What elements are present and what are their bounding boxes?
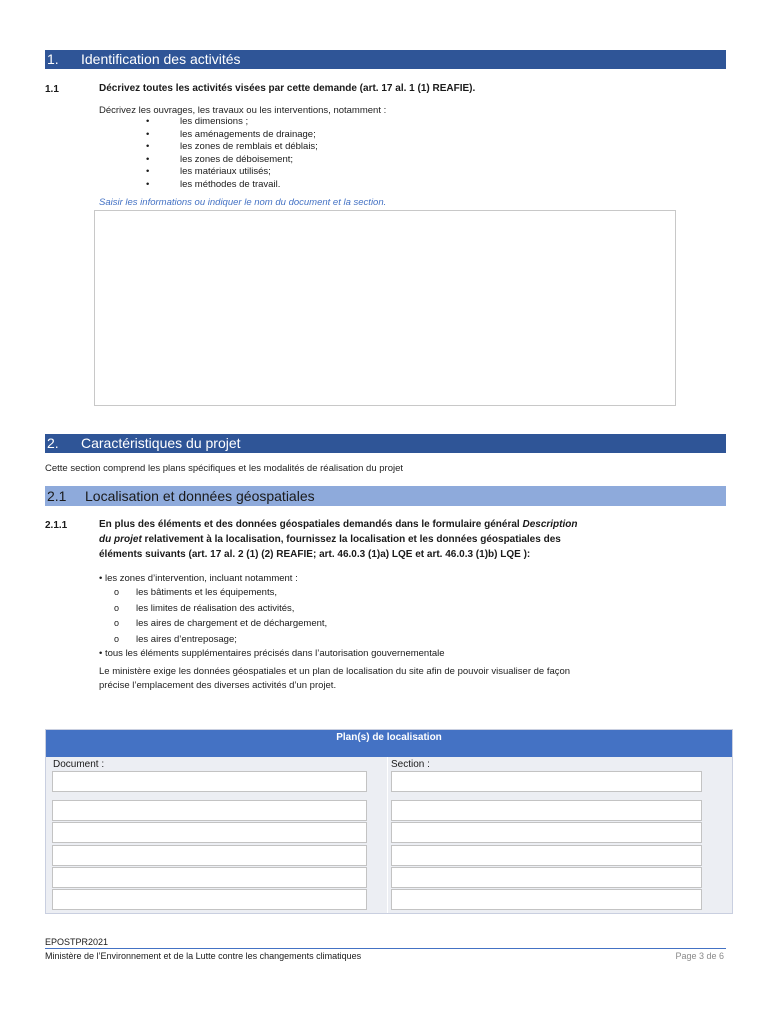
subsection-2-1-number: 2.1 bbox=[47, 488, 67, 504]
list-item: o les aires d’entreposage; bbox=[114, 632, 327, 648]
section-2-title: Caractéristiques du projet bbox=[81, 435, 241, 451]
column-separator bbox=[387, 757, 388, 913]
activities-description-textarea[interactable] bbox=[94, 210, 676, 406]
document-input-4[interactable] bbox=[52, 845, 367, 866]
document-input-2[interactable] bbox=[52, 800, 367, 821]
section-input-6[interactable] bbox=[391, 889, 702, 910]
document-input-1[interactable] bbox=[52, 771, 367, 792]
subsection-2-1-title: Localisation et données géospatiales bbox=[85, 488, 315, 504]
section-2-number: 2. bbox=[47, 435, 59, 451]
question-1-1-intro: Décrivez les ouvrages, les travaux ou les interventions, notamment : bbox=[99, 105, 387, 116]
document-input-3[interactable] bbox=[52, 822, 367, 843]
section-input-2[interactable] bbox=[391, 800, 702, 821]
footer-divider bbox=[45, 948, 726, 949]
list-item: o les limites de réalisation des activités, bbox=[114, 601, 327, 617]
list-item: • les zones de déboisement; bbox=[146, 154, 318, 167]
section-2-header bbox=[45, 434, 726, 453]
bullet-elements-supplementaires: • tous les éléments supplémentaires précisés dans l’autorisation gouvernementale bbox=[99, 648, 445, 659]
section-1-number: 1. bbox=[47, 51, 59, 67]
page-number: Page 3 de 6 bbox=[675, 951, 724, 961]
list-item: • les aménagements de drainage; bbox=[146, 129, 318, 142]
question-2-1-1-text bbox=[99, 517, 724, 562]
question-1-1-text: Décrivez toutes les activités visées par cette demande (art. 17 al. 1 (1) REAFIE). bbox=[99, 83, 476, 94]
section-column-label: Section : bbox=[391, 759, 430, 770]
zones-sub-list bbox=[114, 585, 327, 647]
list-item: o les bâtiments et les équipements, bbox=[114, 585, 327, 601]
section-input-4[interactable] bbox=[391, 845, 702, 866]
list-item: • les méthodes de travail. bbox=[146, 179, 318, 192]
document-input-6[interactable] bbox=[52, 889, 367, 910]
ministry-name: Ministère de l’Environnement et de la Lutte contre les changements climatiques bbox=[45, 951, 362, 961]
question-1-1-number: 1.1 bbox=[45, 84, 59, 95]
input-hint-text: Saisir les informations ou indiquer le nom du document et la section. bbox=[99, 197, 387, 208]
location-plans-table bbox=[45, 729, 733, 914]
activities-bullet-list bbox=[146, 116, 318, 192]
list-item: • les matériaux utilisés; bbox=[146, 166, 318, 179]
bullet-zones-intervention: • les zones d’intervention, incluant notamment : bbox=[99, 573, 298, 584]
document-input-5[interactable] bbox=[52, 867, 367, 888]
geospatial-paragraph-line-2: précise l’emplacement des diverses activités d’un projet. bbox=[99, 680, 337, 691]
form-code: EPOSTPR2021 bbox=[45, 937, 109, 947]
section-input-3[interactable] bbox=[391, 822, 702, 843]
list-item: o les aires de chargement et de déchargement, bbox=[114, 616, 327, 632]
section-1-header bbox=[45, 50, 726, 69]
question-line-3: éléments suivants (art. 17 al. 2 (1) (2) REAFIE; art. 46.0.3 (1)a) LQE et art. 46.0.3 (1)b) LQE ): bbox=[99, 549, 531, 560]
list-item: • les zones de remblais et déblais; bbox=[146, 141, 318, 154]
section-input-5[interactable] bbox=[391, 867, 702, 888]
section-1-title: Identification des activités bbox=[81, 51, 241, 67]
geospatial-paragraph-line-1: Le ministère exige les données géospatiales et un plan de localisation du site afin de pouvoir visualiser de façon bbox=[99, 666, 571, 677]
document-column-label: Document : bbox=[53, 759, 105, 770]
list-item: • les dimensions ; bbox=[146, 116, 318, 129]
section-input-1[interactable] bbox=[391, 771, 702, 792]
section-2-intro: Cette section comprend les plans spécifiques et les modalités de réalisation du projet bbox=[45, 463, 404, 474]
question-2-1-1-number: 2.1.1 bbox=[45, 520, 68, 531]
subsection-2-1-header bbox=[45, 486, 726, 506]
question-line-2: du projet relativement à la localisation, fournissez la localisation et les données géospatiales des bbox=[99, 534, 561, 545]
table-header: Plan(s) de localisation bbox=[46, 730, 732, 757]
question-line-1: En plus des éléments et des données géospatiales demandés dans le formulaire général Description bbox=[99, 519, 578, 530]
